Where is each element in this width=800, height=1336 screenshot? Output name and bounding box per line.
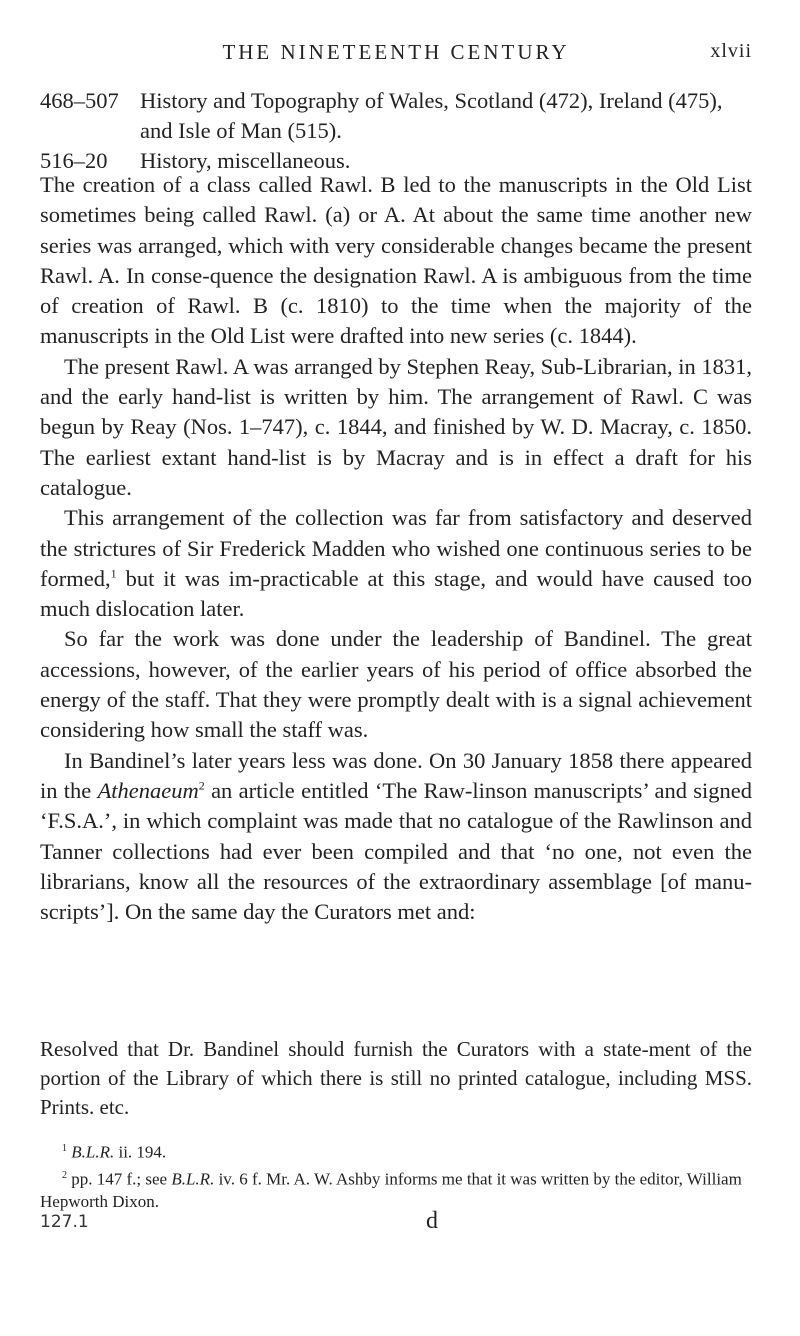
list-item-range: 516–20 bbox=[40, 148, 108, 173]
journal-title: Athenaeum bbox=[97, 777, 199, 803]
paragraph: So far the work was done under the leadership of Bandinel. The great accessions, however, of the earlier years of his period of office absorbed the energy of the staff. That they were promptly dealt with is a signal achievement considering how small the staff was. bbox=[40, 626, 752, 743]
running-title: THE NINETEENTH CENTURY bbox=[222, 40, 570, 64]
shelfmark-list bbox=[40, 86, 752, 176]
footnote-mark: 2 bbox=[62, 1169, 67, 1181]
paragraph-text: an article entitled ‘The Raw-linson manuscripts’ and signed ‘F.S.A.’, in which complaint was made that no catalogue of the Rawlinson and Tanner collections had ever been compiled and that ‘no one, not even the librarians, know all the resources of the extraordinary assemblage [of manu-scripts’]. On the same day the Curators met and: bbox=[40, 777, 752, 925]
footnote-text: iv. 6 f. Mr. A. W. Ashby informs me that it was written by the editor, William Hepworth Dixon. bbox=[40, 1169, 742, 1212]
footnote-reference[interactable]: 2 bbox=[198, 778, 205, 793]
list-item-text: History, miscellaneous. bbox=[140, 148, 351, 173]
book-page bbox=[40, 0, 785, 1336]
paragraph: The creation of a class called Rawl. B led to the manuscripts in the Old List sometimes being called Rawl. (a) or A. At about the same time another new series was arranged, which with very considerable changes became the present Rawl. A. In conse-quence the designation Rawl. A is ambiguous from the time of creation of Rawl. B (c. 1810) to the time when the majority of the manuscripts in the Old List were drafted into new series (c. 1844). bbox=[40, 172, 752, 349]
printer-signature: 127.1 bbox=[40, 1212, 89, 1232]
list-item-range: 468–507 bbox=[40, 88, 119, 113]
paragraph bbox=[40, 746, 752, 928]
list-item bbox=[40, 86, 752, 146]
block-quote: Resolved that Dr. Bandinel should furnish the Curators with a state-ment of the portion of the Library of which there is still no printed catalogue, including MSS. Prints. etc. bbox=[40, 1037, 752, 1119]
list-item-text: History and Topography of Wales, Scotland (472), Ireland (475), and Isle of Man (515). bbox=[140, 88, 723, 143]
footnote-reference[interactable]: 1 bbox=[110, 566, 117, 581]
footnotes bbox=[40, 1137, 752, 1213]
paragraph-text: In Bandinel’s later years less was done. On 30 January 1858 there appeared in the bbox=[40, 747, 752, 803]
page-number: xlvii bbox=[710, 40, 752, 62]
paragraph-text: This arrangement of the collection was far from satisfactory and deserved the strictures of Sir Frederick Madden who wished one continuous series to be formed, bbox=[40, 505, 752, 591]
footnote-text: pp. 147 f.; see bbox=[71, 1169, 172, 1189]
paragraph: The present Rawl. A was arranged by Stephen Reay, Sub-Librarian, in 1831, and the early hand-list is written by him. The arrangement of Rawl. C was begun by Reay (Nos. 1–747), c. 1844, and finished by W. D. Macray, c. 1850. The earliest extant hand-list is by Macray and is in effect a draft for his catalogue. bbox=[40, 353, 752, 500]
footnote-abbrev: B.L.R. bbox=[171, 1169, 215, 1189]
footnote bbox=[40, 1137, 752, 1164]
page-footer bbox=[40, 1208, 752, 1242]
gathering-mark: d bbox=[426, 1208, 438, 1234]
footnote bbox=[40, 1164, 752, 1214]
running-header bbox=[40, 40, 752, 70]
footnote-text: ii. 194. bbox=[114, 1142, 167, 1162]
paragraph-text: but it was im-practicable at this stage, and would have caused too much dislocation later. bbox=[40, 565, 752, 622]
footnote-abbrev: B.L.R. bbox=[71, 1142, 115, 1162]
paragraph bbox=[40, 503, 752, 624]
footnote-mark: 1 bbox=[62, 1143, 67, 1154]
body-text bbox=[40, 170, 752, 927]
